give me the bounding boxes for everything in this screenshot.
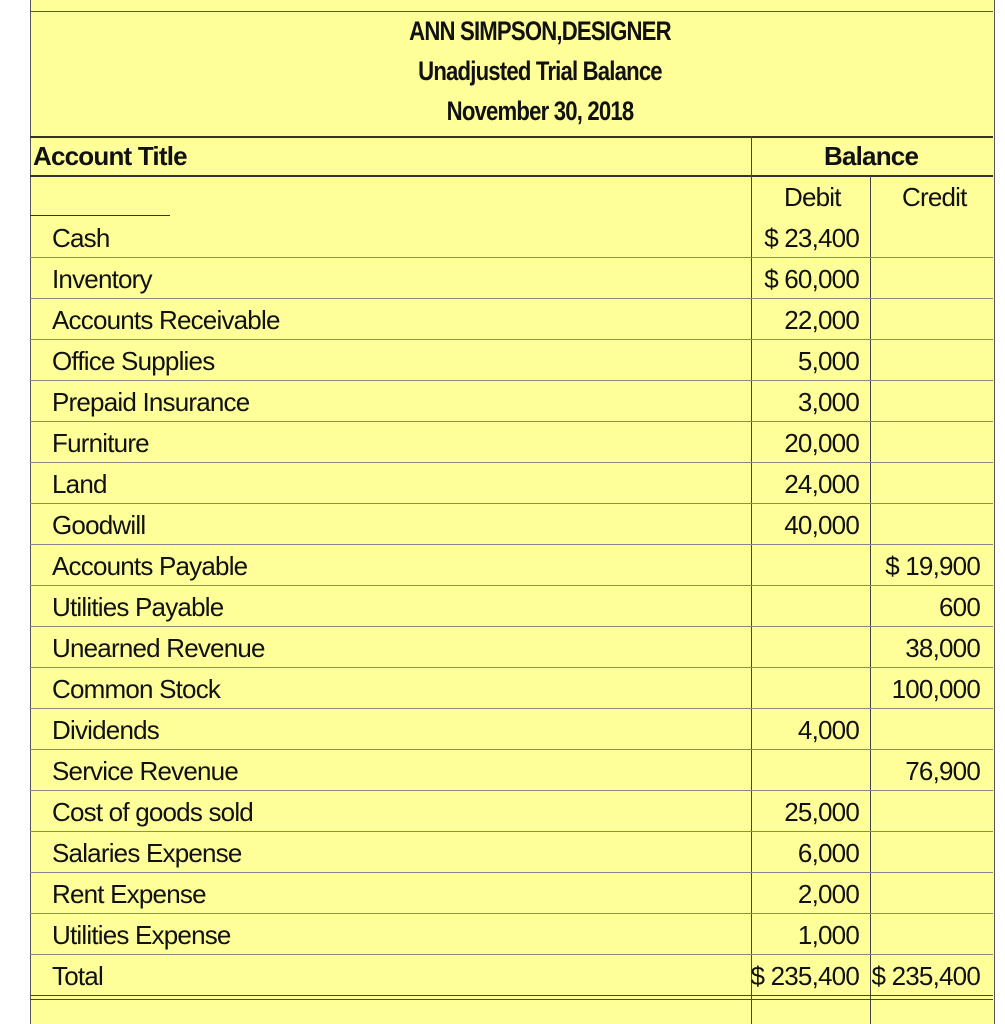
debit-amount: 2,000	[797, 879, 859, 909]
account-name: Prepaid Insurance	[52, 387, 250, 417]
debit-amount: 5,000	[797, 346, 859, 376]
subheader-rule	[30, 175, 993, 177]
row-line	[30, 954, 993, 955]
total-debit: $ 235,400	[750, 961, 859, 991]
row-line	[30, 872, 993, 873]
debit-left-border	[751, 136, 752, 1024]
account-name: Cost of goods sold	[52, 797, 253, 827]
row-line	[30, 831, 993, 832]
credit-amount: 76,900	[905, 756, 980, 786]
account-underline	[30, 215, 170, 216]
row-line	[30, 421, 993, 422]
debit-amount: 40,000	[784, 510, 859, 540]
debit-amount: $ 23,400	[764, 223, 859, 253]
row-line	[30, 257, 993, 258]
debit-amount: 22,000	[784, 305, 859, 335]
row-line	[30, 380, 993, 381]
total-line	[30, 995, 993, 996]
row-line	[30, 667, 993, 668]
balance-header: Balance	[824, 141, 919, 171]
debit-amount: 25,000	[784, 797, 859, 827]
total-double-line	[30, 999, 993, 1000]
account-name: Utilities Expense	[52, 920, 231, 950]
debit-amount: $ 60,000	[764, 264, 859, 294]
debit-amount: 6,000	[797, 838, 859, 868]
total-credit: $ 235,400	[871, 961, 980, 991]
row-line	[30, 503, 993, 504]
debit-amount: 1,000	[797, 920, 859, 950]
account-name: Rent Expense	[52, 879, 206, 909]
credit-amount: 38,000	[905, 633, 980, 663]
account-name: Cash	[52, 223, 110, 253]
debit-amount: 24,000	[784, 469, 859, 499]
total-label: Total	[52, 961, 103, 991]
row-line	[30, 626, 993, 627]
row-line	[30, 913, 993, 914]
debit-amount: 20,000	[784, 428, 859, 458]
credit-amount: $ 19,900	[885, 551, 980, 581]
row-line	[30, 339, 993, 340]
credit-header: Credit	[902, 182, 967, 212]
header-rule-right	[751, 136, 993, 138]
debit-header: Debit	[784, 182, 841, 212]
debit-amount: 4,000	[797, 715, 859, 745]
account-name: Service Revenue	[52, 756, 238, 786]
account-name: Office Supplies	[52, 346, 215, 376]
account-name: Dividends	[52, 715, 159, 745]
account-name: Land	[52, 469, 107, 499]
account-name: Goodwill	[52, 510, 146, 540]
top-border	[30, 11, 993, 12]
debit-credit-divider	[870, 176, 871, 1024]
account-name: Furniture	[52, 428, 149, 458]
account-name: Inventory	[52, 264, 152, 294]
account-name: Utilities Payable	[52, 592, 224, 622]
statement-title: Unadjusted Trial Balance	[418, 56, 662, 86]
statement-date: November 30, 2018	[446, 96, 634, 126]
account-name: Common Stock	[52, 674, 221, 704]
debit-amount: 3,000	[797, 387, 859, 417]
account-name: Accounts Receivable	[52, 305, 280, 335]
account-name: Accounts Payable	[52, 551, 248, 581]
credit-amount: 600	[939, 592, 980, 622]
row-line	[30, 462, 993, 463]
credit-amount: 100,000	[891, 674, 980, 704]
row-line	[30, 749, 993, 750]
row-line	[30, 298, 993, 299]
account-name: Salaries Expense	[52, 838, 242, 868]
account-title-header: Account Title	[33, 141, 187, 171]
account-name: Unearned Revenue	[52, 633, 265, 663]
row-line	[30, 585, 993, 586]
row-line	[30, 790, 993, 791]
row-line	[30, 544, 993, 545]
row-line	[30, 708, 993, 709]
company-name: ANN SIMPSON,DESIGNER	[409, 16, 671, 46]
header-rule-left	[30, 136, 751, 138]
